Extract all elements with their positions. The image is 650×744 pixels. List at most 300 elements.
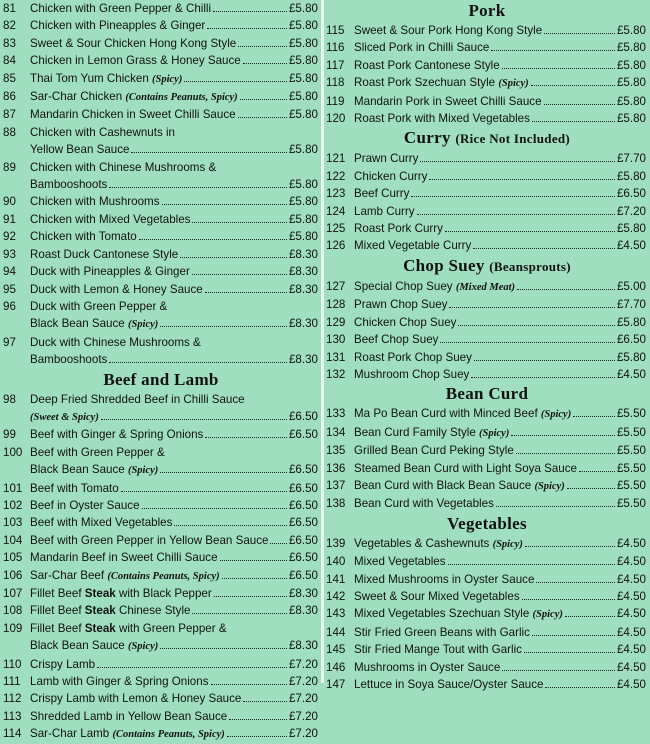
item-text: Duck with Chinese Mushrooms & [30, 335, 201, 349]
item-price: £6.50 [288, 428, 318, 442]
item-price: £7.20 [288, 675, 318, 689]
item-number: 142 [326, 589, 346, 603]
menu-item [0, 298, 322, 334]
menu-item [324, 278, 650, 296]
leader-dots [516, 453, 615, 454]
item-number: 113 [3, 709, 22, 723]
item-line [354, 659, 650, 676]
menu-item [324, 168, 650, 185]
item-number: 110 [3, 657, 22, 671]
item-body [30, 567, 322, 585]
menu-item [0, 334, 322, 369]
item-text: Bean Curd Family Style [354, 425, 480, 439]
item-line [30, 549, 322, 566]
item-text: Chicken with Mixed Vegetables [30, 212, 191, 226]
item-price: £5.50 [616, 478, 646, 492]
item-text: Beef in Oyster Sauce [30, 498, 140, 512]
item-number: 93 [3, 247, 16, 261]
item-number: 116 [326, 41, 345, 55]
leader-dots [162, 204, 287, 205]
item-price: £5.80 [288, 230, 318, 244]
leader-dots [473, 248, 615, 249]
item-name [30, 480, 119, 497]
item-number: 92 [3, 230, 16, 244]
leader-dots [229, 719, 287, 720]
item-line [30, 585, 322, 602]
item-price: £5.50 [616, 425, 646, 439]
item-number: 105 [3, 551, 23, 565]
item-text: Beef Curry [354, 187, 410, 201]
item-text: Bambooshoots [30, 178, 108, 192]
item-name [354, 110, 530, 127]
item-note: (Sweet & Spicy) [30, 411, 99, 423]
menu-item [324, 535, 650, 553]
item-name [354, 405, 571, 423]
item-body [354, 203, 650, 220]
item-name [30, 637, 158, 655]
item-text: Sar-Char Lamb [30, 727, 113, 741]
item-number: 119 [326, 94, 345, 108]
item-price: £5.50 [616, 444, 646, 458]
item-body [354, 74, 650, 92]
item-text: Sliced Pork in Chilli Sauce [354, 41, 490, 55]
item-price: £7.20 [288, 657, 318, 671]
leader-dots [220, 560, 287, 561]
item-name [30, 725, 225, 743]
item-price: £5.80 [616, 76, 646, 90]
item-price: £5.80 [288, 178, 318, 192]
item-note: (Contains Peanuts, Spicy) [107, 570, 220, 582]
item-text: Lamb Curry [354, 204, 415, 218]
item-number: 94 [3, 265, 16, 279]
item-price: £5.80 [288, 90, 318, 104]
item-price: £4.50 [616, 607, 646, 621]
item-number: 98 [3, 392, 16, 406]
item-price: £8.30 [288, 604, 318, 618]
item-note: (Spicy) [152, 73, 183, 85]
menu-item [324, 553, 650, 570]
item-name [30, 497, 140, 514]
item-line [354, 220, 650, 237]
item-body [354, 314, 650, 331]
leader-dots [222, 578, 287, 579]
item-price: £8.30 [288, 317, 318, 331]
item-line [30, 263, 322, 280]
leader-dots [109, 362, 287, 363]
menu-item [0, 514, 322, 531]
item-text: Shredded Lamb in Yellow Bean Sauce [30, 709, 228, 723]
item-number: 95 [3, 282, 16, 296]
item-body [30, 444, 322, 480]
item-text: Yellow Bean Sauce [30, 143, 130, 157]
section-heading [324, 0, 650, 22]
item-body [354, 571, 650, 588]
item-line [30, 514, 322, 531]
item-number: 87 [3, 108, 16, 122]
item-name [30, 602, 190, 619]
menu-item [324, 314, 650, 331]
menu-item [324, 93, 650, 110]
item-body [30, 549, 322, 566]
leader-dots [449, 307, 615, 308]
item-body [30, 0, 322, 17]
item-number: 81 [3, 2, 16, 15]
menu-column-right [324, 0, 650, 693]
item-name [30, 281, 203, 298]
section-heading [324, 127, 650, 150]
item-price: £5.50 [616, 407, 646, 421]
item-body [30, 656, 322, 673]
item-body [30, 426, 322, 443]
item-number: 125 [326, 222, 346, 236]
item-text: Mixed Mushrooms in Oyster Sauce [354, 572, 535, 586]
item-line [354, 442, 650, 459]
item-line [354, 278, 650, 296]
leader-dots [579, 471, 615, 472]
item-text: Roast Pork Chop Suey [354, 350, 472, 364]
item-body [30, 263, 322, 280]
item-text: Crispy Lamb [30, 657, 96, 671]
item-body [30, 532, 322, 549]
item-line [354, 168, 650, 185]
item-body [30, 193, 322, 210]
leader-dots [192, 222, 287, 223]
item-line [354, 605, 650, 623]
item-number: 138 [326, 497, 346, 511]
item-line [30, 444, 322, 461]
item-number: 124 [326, 204, 346, 218]
item-line [354, 185, 650, 202]
item-price: £4.50 [616, 555, 646, 569]
item-number: 144 [326, 625, 346, 639]
item-price: £5.50 [616, 461, 646, 475]
item-line [354, 641, 650, 658]
item-line [354, 535, 650, 553]
leader-dots [420, 161, 615, 162]
menu-item [0, 567, 322, 585]
item-body [354, 659, 650, 676]
item-name [30, 88, 238, 106]
item-body [354, 477, 650, 495]
item-name [30, 690, 241, 707]
item-name [354, 203, 415, 220]
leader-dots [207, 28, 287, 29]
item-number: 126 [326, 239, 346, 253]
item-body [30, 602, 322, 619]
item-price: £4.50 [616, 589, 646, 603]
item-price: £5.80 [616, 58, 646, 72]
menu-item [324, 203, 650, 220]
item-number: 120 [326, 112, 346, 126]
leader-dots [511, 435, 615, 436]
item-price: £4.50 [616, 536, 646, 550]
item-price: £8.30 [288, 265, 318, 279]
item-body [354, 57, 650, 74]
item-text: Mixed Vegetables Szechuan Style [354, 607, 533, 621]
leader-dots [160, 326, 287, 327]
item-name [30, 298, 167, 315]
item-number: 84 [3, 54, 16, 68]
item-body [30, 497, 322, 514]
leader-dots [522, 599, 615, 600]
item-number: 107 [3, 587, 23, 600]
item-body [30, 281, 322, 298]
item-name [354, 495, 494, 512]
item-number: 104 [3, 533, 23, 547]
item-text: Fillet Beef [30, 621, 85, 635]
item-line [354, 676, 650, 693]
item-text: Sar-Char Beef [30, 568, 108, 582]
menu-item [324, 220, 650, 237]
item-line [354, 150, 650, 167]
item-body [30, 334, 322, 369]
leader-dots [440, 342, 615, 343]
item-body [354, 366, 650, 383]
item-name [354, 366, 469, 383]
item-number: 121 [326, 152, 346, 166]
item-number: 139 [326, 536, 346, 550]
item-number: 136 [326, 461, 346, 475]
item-name [354, 442, 514, 459]
menu-item [0, 426, 322, 443]
item-name [354, 553, 446, 570]
item-number: 115 [326, 24, 345, 37]
item-note: (Spicy) [540, 409, 572, 421]
item-name [354, 74, 529, 92]
leader-dots [180, 257, 287, 258]
item-number: 141 [326, 572, 346, 586]
item-body [354, 624, 650, 641]
item-line [354, 349, 650, 366]
item-price: £5.80 [288, 19, 318, 33]
item-body [354, 605, 650, 623]
item-number: 103 [3, 516, 23, 530]
section-heading [324, 513, 650, 535]
item-name [30, 461, 158, 479]
leader-dots [109, 187, 287, 188]
item-name [354, 39, 489, 56]
item-text: Thai Tom Yum Chicken [30, 71, 153, 85]
item-text: Chicken in Lemon Grass & Honey Sauce [30, 54, 241, 68]
item-line [30, 35, 322, 52]
menu-item [0, 124, 322, 159]
item-number: 127 [326, 279, 346, 293]
leader-dots [184, 81, 287, 82]
item-body [30, 159, 322, 194]
menu-item [0, 246, 322, 263]
leader-dots [531, 85, 615, 86]
item-line [30, 656, 322, 673]
leader-dots [214, 596, 287, 597]
item-number: 88 [3, 125, 16, 139]
menu-item [324, 571, 650, 588]
leader-dots [448, 564, 615, 565]
item-note: (Contains Peanuts, Spicy) [125, 92, 238, 104]
leader-dots [238, 117, 287, 118]
item-line [30, 567, 322, 585]
item-name [30, 514, 172, 531]
item-body [354, 220, 650, 237]
item-body [354, 22, 650, 39]
leader-dots [411, 196, 615, 197]
section-heading [0, 369, 322, 391]
item-note: (Spicy) [127, 641, 159, 653]
item-price: £5.80 [616, 94, 646, 108]
item-price: £5.80 [288, 2, 318, 15]
menu-item [324, 185, 650, 202]
item-line [354, 460, 650, 477]
item-number: 140 [326, 555, 346, 569]
item-line [30, 211, 322, 228]
item-number: 134 [326, 425, 346, 439]
item-text: Vegetables & Cashewnuts [354, 536, 493, 550]
menu-item [324, 624, 650, 641]
menu-item [324, 110, 650, 127]
item-name [354, 605, 563, 623]
item-line [30, 480, 322, 497]
item-price: £6.50 [616, 187, 646, 201]
menu-item [324, 237, 650, 254]
item-name [30, 532, 268, 549]
item-price: £4.50 [616, 625, 646, 639]
item-body [30, 228, 322, 245]
item-price: £7.20 [288, 709, 318, 723]
leader-dots [545, 687, 615, 688]
item-text: Sweet & Sour Mixed Vegetables [354, 589, 520, 603]
leader-dots [101, 419, 287, 420]
leader-dots [525, 546, 615, 547]
item-text: Sar-Char Chicken [30, 90, 126, 104]
item-text: Beef with Ginger & Spring Onions [30, 428, 204, 442]
item-text: Black Bean Sauce [30, 463, 128, 477]
leader-dots [227, 736, 287, 737]
item-number: 143 [326, 607, 346, 621]
item-price: £5.80 [616, 222, 646, 236]
item-text: Beef with Green Pepper & [30, 445, 165, 459]
item-name [354, 93, 542, 110]
item-body [354, 185, 650, 202]
item-price: £5.00 [616, 279, 646, 293]
item-line [354, 588, 650, 605]
item-name [30, 70, 182, 88]
leader-dots [131, 152, 287, 153]
menu-item [324, 57, 650, 74]
leader-dots [544, 33, 615, 34]
item-line [30, 193, 322, 210]
leader-dots [240, 99, 287, 100]
item-text: Beef with Green Pepper in Yellow Bean Sauce [30, 533, 269, 547]
item-number: 130 [326, 333, 346, 347]
leader-dots [174, 525, 287, 526]
leader-dots [97, 667, 287, 668]
item-name [354, 588, 520, 605]
item-name [354, 278, 515, 296]
item-text: Roast Pork Szechuan Style [354, 76, 499, 90]
item-price: £5.80 [616, 315, 646, 329]
item-body [30, 690, 322, 707]
item-body [30, 708, 322, 725]
item-price: £6.50 [288, 551, 318, 565]
item-price: £7.70 [616, 298, 646, 312]
item-number: 101 [3, 481, 23, 495]
menu-item [0, 480, 322, 497]
item-text: Mandarin Beef in Sweet Chilli Sauce [30, 551, 218, 565]
item-body [30, 70, 322, 88]
section-title: Curry [403, 128, 451, 148]
leader-dots [458, 325, 615, 326]
item-body [30, 88, 322, 106]
item-number: 100 [3, 445, 23, 459]
item-number: 108 [3, 604, 23, 618]
menu-item [0, 585, 322, 602]
item-line [30, 52, 322, 69]
item-number: 106 [3, 568, 23, 582]
menu-item [324, 460, 650, 477]
item-line [354, 296, 650, 313]
item-number: 123 [326, 187, 346, 201]
item-note: (Spicy) [532, 609, 563, 621]
item-text: Chicken with Chinese Mushrooms & [30, 160, 217, 174]
item-price: £7.20 [616, 204, 646, 218]
item-price: £4.50 [616, 239, 646, 253]
item-text: Black Bean Sauce [30, 639, 128, 653]
menu-item [0, 690, 322, 707]
item-price: £5.80 [288, 212, 318, 226]
item-number: 132 [326, 367, 346, 381]
item-body [30, 106, 322, 123]
item-name [30, 124, 175, 141]
item-text: Chicken with Cashewnuts in [30, 125, 175, 139]
item-text-bold: Steak [84, 587, 116, 600]
item-name [354, 676, 543, 693]
item-text: Mushroom Chop Suey [354, 367, 470, 381]
item-name [30, 159, 216, 176]
leader-dots [532, 635, 615, 636]
leader-dots [502, 68, 615, 69]
menu-item [324, 477, 650, 495]
item-body [354, 349, 650, 366]
leader-dots [536, 582, 615, 583]
item-price: £4.50 [616, 572, 646, 586]
item-line [30, 106, 322, 123]
item-name [30, 263, 190, 280]
item-line [30, 690, 322, 707]
item-line [30, 620, 322, 637]
item-line [30, 461, 322, 479]
leader-dots [142, 508, 287, 509]
item-number: 112 [3, 692, 22, 706]
menu-item [324, 296, 650, 313]
item-note: (Spicy) [479, 427, 510, 439]
item-name [30, 35, 236, 52]
item-price: £8.30 [288, 639, 318, 653]
item-line [30, 159, 322, 176]
leader-dots [238, 46, 287, 47]
item-name [30, 656, 95, 673]
leader-dots [160, 648, 287, 649]
item-price: £4.50 [616, 643, 646, 657]
menu-item [0, 708, 322, 725]
section-heading [324, 383, 650, 405]
item-line [354, 495, 650, 512]
leader-dots [565, 616, 615, 617]
leader-dots [532, 121, 615, 122]
item-price: £5.80 [288, 108, 318, 122]
item-name [30, 391, 245, 408]
menu-item [0, 532, 322, 549]
item-text: Deep Fried Shredded Beef in Chilli Sauce [30, 392, 245, 406]
item-price: £5.80 [288, 36, 318, 50]
